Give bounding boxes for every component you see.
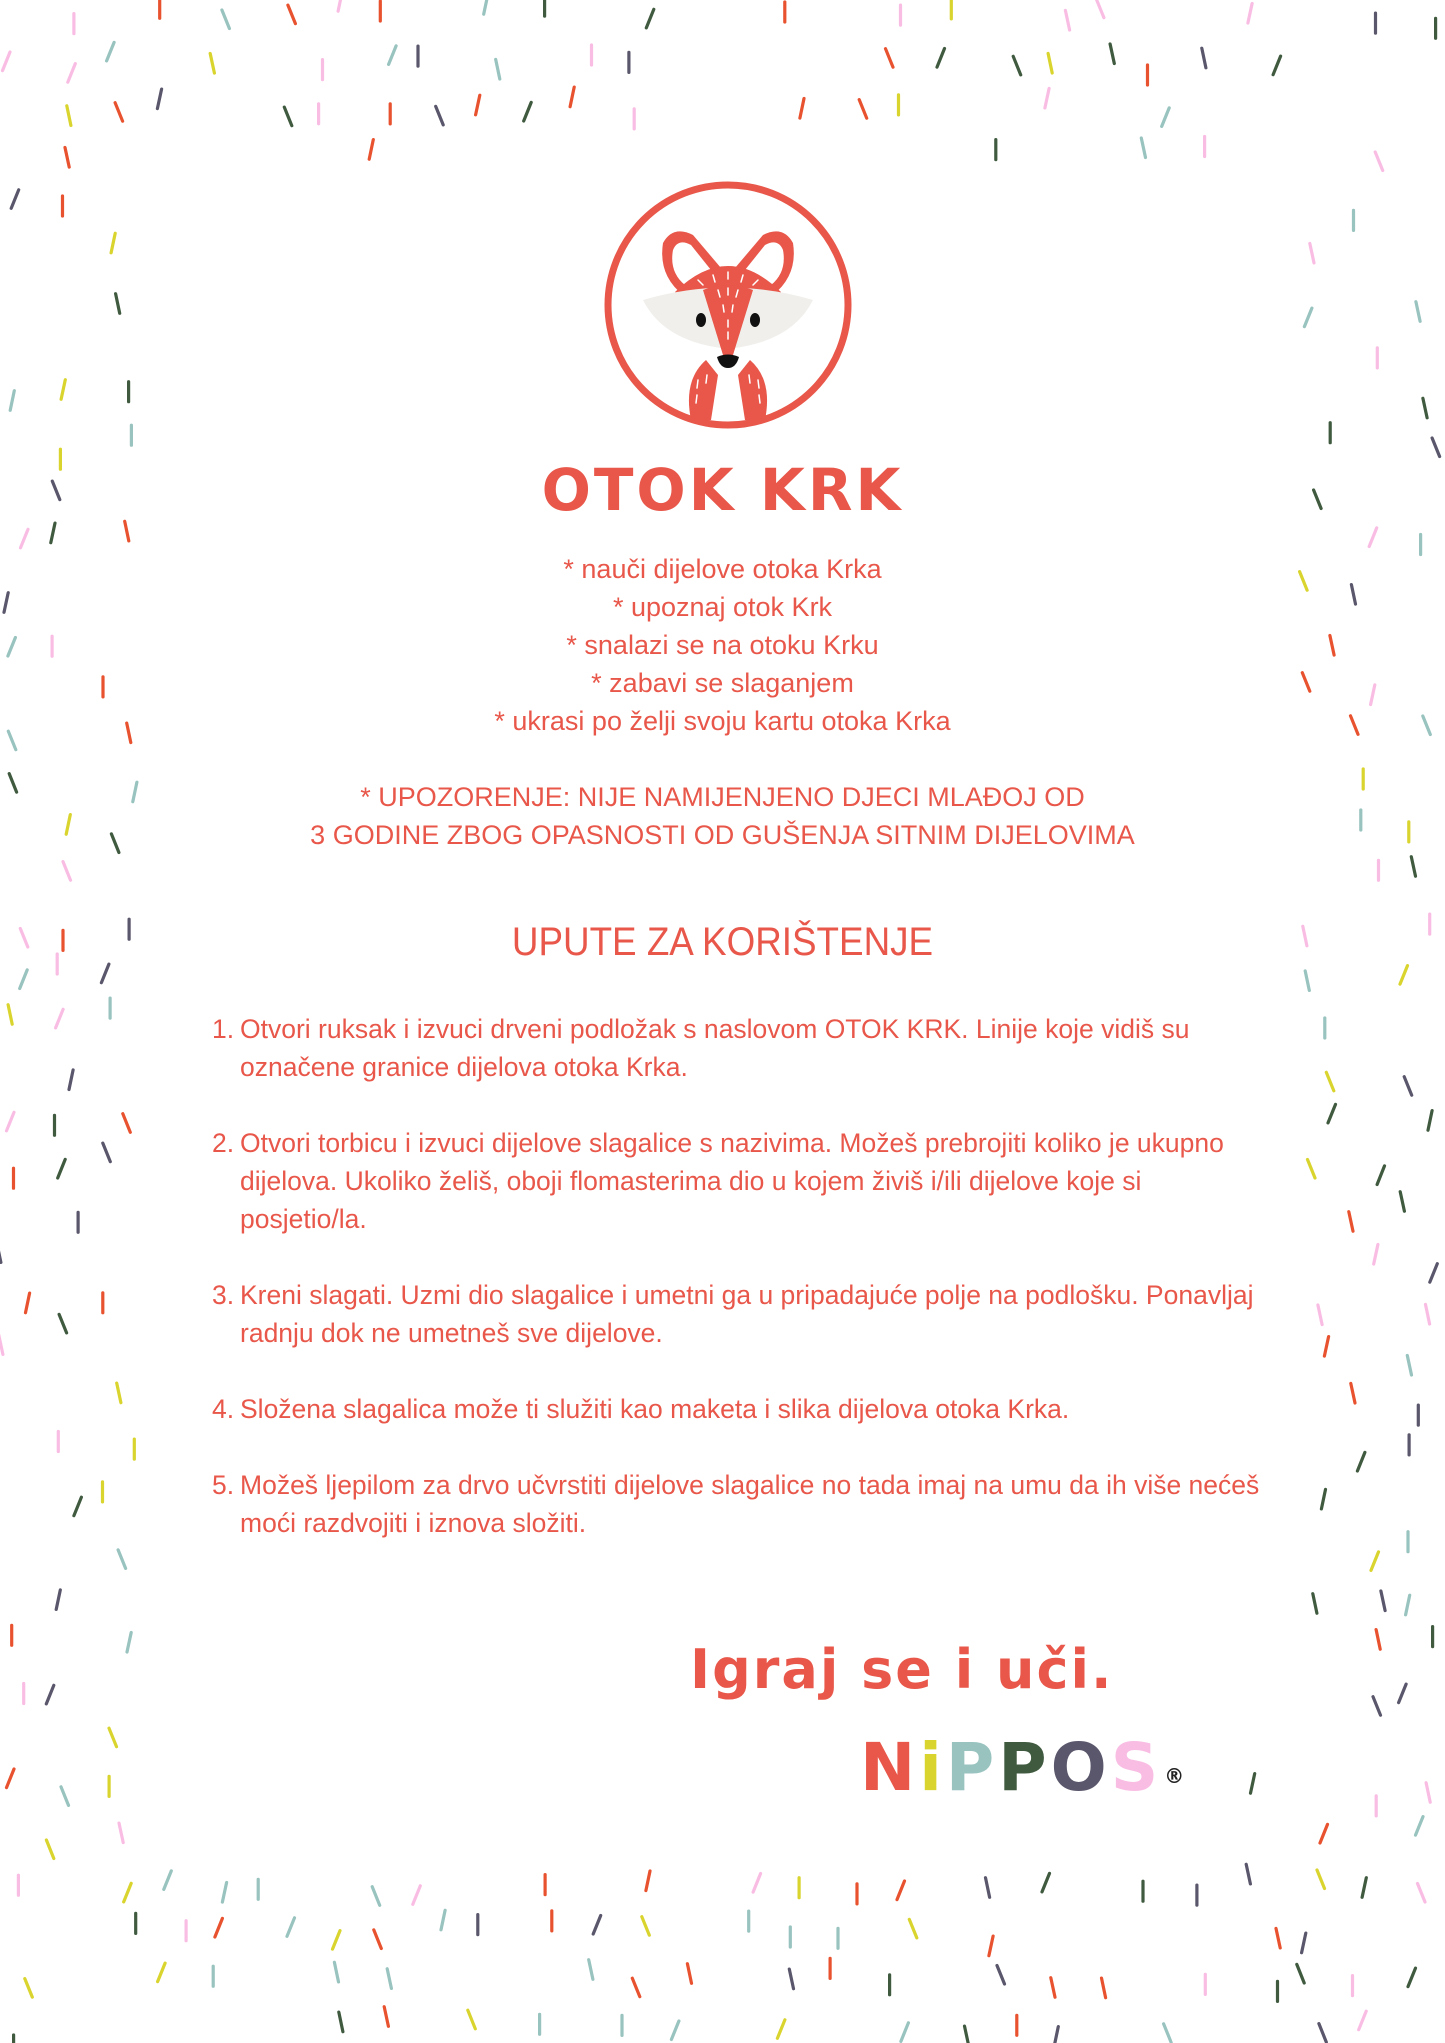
instruction-step — [212, 1124, 1272, 1238]
feature-item: * nauči dijelove otoka Krka — [563, 554, 882, 584]
warning-line: 3 GODINE ZBOG OPASNOSTI OD GUŠENJA SITNIM DIJELOVIMA — [310, 820, 1135, 850]
brand-letter: S — [1110, 1729, 1163, 1806]
feature-item: * zabavi se slaganjem — [591, 668, 854, 698]
instructions-list — [212, 1010, 1272, 1580]
step-text: Otvori torbicu i izvuci dijelove slagalice s nazivima. Možeš prebrojiti koliko je ukupno dijelova. Ukoliko želiš, oboji flomasterima dio u kojem živiš i/ili dijelove koje si posjetio/la. — [240, 1128, 1224, 1234]
instruction-step — [212, 1010, 1272, 1086]
step-number: 5. — [212, 1470, 235, 1500]
instruction-step — [212, 1390, 1272, 1428]
brand-letter: P — [945, 1729, 999, 1806]
registered-mark: ® — [1164, 1764, 1189, 1788]
brand-letter: i — [919, 1729, 946, 1806]
feature-list — [0, 550, 1445, 740]
warning-line: * UPOZORENJE: NIJE NAMIJENJENO DJECI MLAĐOJ OD — [360, 782, 1085, 812]
brand-letter: O — [1050, 1729, 1111, 1806]
instruction-step — [212, 1276, 1272, 1352]
brand-logo — [860, 1728, 1188, 1808]
step-text: Možeš ljepilom za drvo učvrstiti dijelove slagalice no tada imaj na umu da ih više nećeš moći razdvojiti i iznova složiti. — [240, 1470, 1260, 1538]
instructions-heading: UPUTE ZA KORIŠTENJE — [511, 920, 934, 964]
step-text: Složena slagalica može ti služiti kao maketa i slika dijelova otoka Krka. — [240, 1394, 1070, 1424]
brand-letter: N — [860, 1729, 920, 1806]
brand-letter: P — [998, 1729, 1051, 1806]
instruction-step — [212, 1466, 1272, 1542]
fox-icon — [603, 180, 853, 430]
safety-warning — [0, 778, 1445, 854]
step-text: Kreni slagati. Uzmi dio slagalice i umetni ga u pripadajuće polje na podlošku. Ponavljaj radnju dok ne umetneš sve dijelove. — [240, 1280, 1254, 1348]
step-number: 3. — [212, 1280, 235, 1310]
feature-item: * upoznaj otok Krk — [612, 592, 833, 622]
page-title: OTOK KRK — [541, 456, 904, 524]
feature-item: * ukrasi po želji svoju kartu otoka Krka — [494, 706, 951, 736]
slogan: Igraj se i uči. — [690, 1638, 1114, 1701]
fox-logo — [603, 180, 853, 430]
step-number: 1. — [212, 1014, 235, 1044]
feature-item: * snalazi se na otoku Krku — [566, 630, 879, 660]
step-number: 4. — [212, 1394, 235, 1424]
step-text: Otvori ruksak i izvuci drveni podložak s naslovom OTOK KRK. Linije koje vidiš su označene granice dijelova otoka Krka. — [240, 1014, 1190, 1082]
step-number: 2. — [212, 1128, 235, 1158]
